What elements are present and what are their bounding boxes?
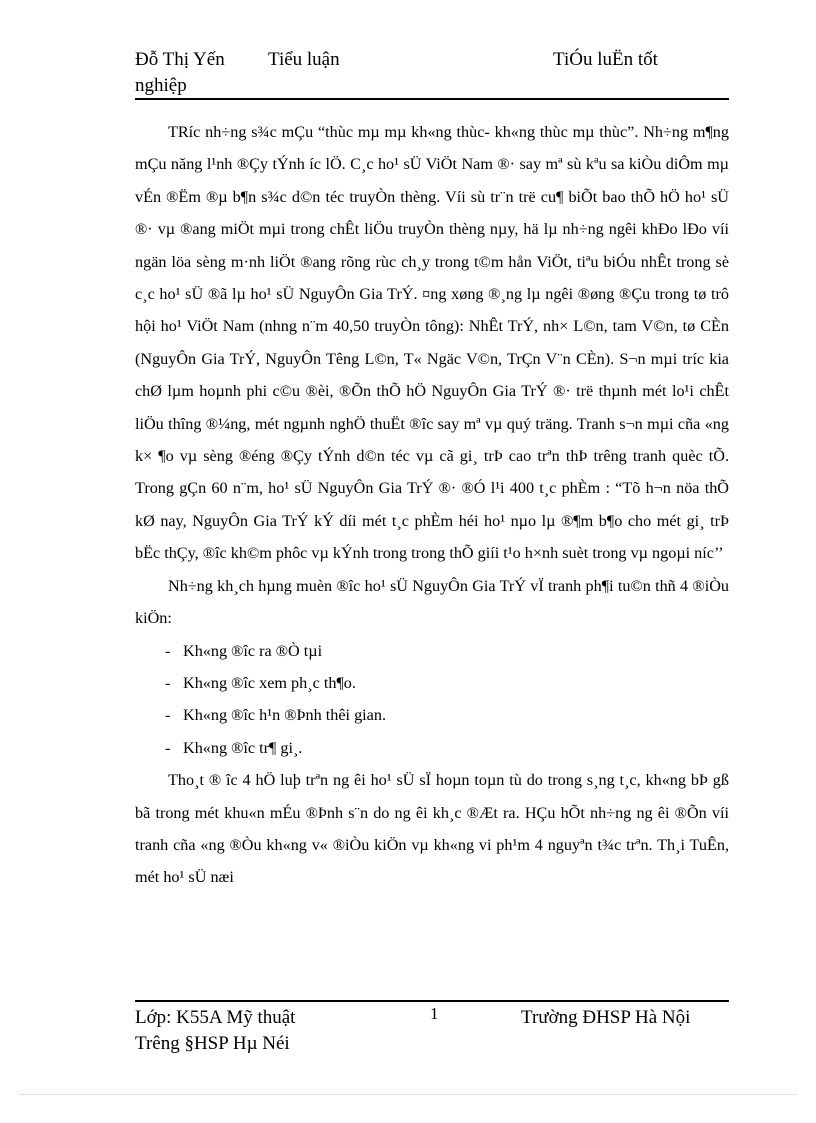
footer-class-label: Lớp: K55A Mỹ thuật — [135, 1007, 296, 1028]
list-dash: - — [165, 673, 171, 692]
footer-school: Trường ĐHSP Hà Nội — [521, 1007, 691, 1028]
paragraph-freedom: Tho¸t ® îc 4 hÖ luþ trªn ng êi ho¹ sÜ sÏ hoµn toµn tù do trong s¸ng t¸c, kh«ng bÞ gß bã trong mét khu«n mÉu ®Þnh s¨n do ng êi kh¸c ®Æt ra. HÇu hÕt nh÷ng ng êi ®Õn víi tranh cña «ng ®Òu kh«ng v« ®iÒu kiÖn vµ kh«ng vi ph¹m 4 nguyªn t¾c trªn. Th¸i TuÊn, mét ho¹ sÜ næi — [135, 771, 729, 887]
conditions-list — [135, 635, 729, 765]
page-number: 1 — [430, 1004, 439, 1023]
list-dash: - — [165, 738, 171, 757]
document-body — [135, 116, 729, 894]
list-item-text: Kh«ng ®îc h¹n ®Þnh thêi gian. — [183, 706, 386, 725]
header-author: Đỗ Thị Yến — [135, 49, 225, 70]
footer-wrap-text: Trêng §HSP Hµ Néi — [135, 1033, 290, 1054]
list-item — [135, 699, 729, 731]
list-item — [135, 732, 729, 764]
header-right-text: TiÓu luËn tốt — [553, 49, 658, 70]
list-dash: - — [165, 706, 171, 725]
list-item — [135, 667, 729, 699]
list-item-text: Kh«ng ®îc ra ®Ò tµi — [183, 641, 323, 660]
paragraph-intro: TRíc nh÷ng s¾c mÇu “thùc mµ mµ kh«ng thùc- kh«ng thùc mµ thùc”. Nh÷ng m¶ng mÇu năng l¹nh ®Çy tÝnh íc lÖ. C¸c ho¹ sÜ ViÖt Nam ®· say mª sù kªu sa kiÒu diÔm mµ vÉn ®Ëm ®µ b¶n s¾c d©n téc truyÒn thèng. Víi sù tr¨n trë cu¶ biÕt bao thÕ hÖ ho¹ sÜ ®· vµ ®ang miÖt mµi trong chÊt liÖu truyÒn thèng nµy, hä lµ nh÷ng ngêi khÐo lÐo víi ngän löa sèng m·nh liÖt ®ang rõng rùc ch¸y trong t©m hån ViÖt, tiªu biÓu nhÊt trong sè c¸c ho¹ sÜ ®ã lµ ho¹ sÜ NguyÔn Gia TrÝ. ¤ng xøng ®¸ng lµ ngêi ®øng ®Çu trong tø trô hội ho¹ ViÖt Nam (nhng n¨m 40,50 truyÒn tông): NhÊt TrÝ, nh× L©n, tam V©n, tø CÈn (NguyÔn Gia TrÝ, NguyÔn Têng L©n, T« Ngäc V©n, TrÇn V¨n CÈn). S¬n mµi tríc kia chØ lµm hoµnh phi c©u ®èi, ®Õn thÕ hÖ NguyÔn Gia TrÝ ®· trë thµnh mét lo¹i chÊt liÖu thîng ®¼ng, mét ngµnh nghÖ thuËt ®îc say mª vµ quý träng. Tranh s¬n mµi cña «ng k× ¶o vµ sèng ®éng ®Çy tÝnh d©n téc vµ cã gi¸ trÞ cao trªn thÞ trêng tranh quèc tÕ. Trong gÇn 60 n¨m, ho¹ sÜ NguyÔn Gia TrÝ ®· ®Ó l¹i 400 t¸c phÈm : “Tõ h¬n nöa thÕ kØ nay, NguyÔn Gia TrÝ kÝ díi mét t¸c phÈm héi ho¹ nµo lµ ®¶m b¶o cho mét gi¸ trÞ bËc thÇy, ®îc kh©m phôc vµ kÝnh trong trong thÕ giíi t¹o h×nh suèt trong vµ ngoµi níc’’ — [135, 123, 729, 563]
header-wrap-text: nghiệp — [135, 75, 187, 96]
list-item — [135, 635, 729, 667]
header-title: Tiểu luận — [268, 49, 340, 70]
page-boundary — [20, 1094, 796, 1095]
page-header — [135, 48, 729, 100]
list-item-text: Kh«ng ®îc tr¶ gi¸. — [183, 738, 303, 757]
paragraph-conditions-intro: Nh÷ng kh¸ch hµng muèn ®îc ho¹ sÜ NguyÔn Gia TrÝ vÏ tranh ph¶i tu©n thñ 4 ®iÒu kiÖn: — [135, 576, 729, 628]
list-item-text: Kh«ng ®îc xem ph¸c th¶o. — [183, 673, 356, 692]
page-footer — [135, 1006, 729, 1056]
header-divider — [135, 98, 729, 100]
list-dash: - — [165, 641, 171, 660]
